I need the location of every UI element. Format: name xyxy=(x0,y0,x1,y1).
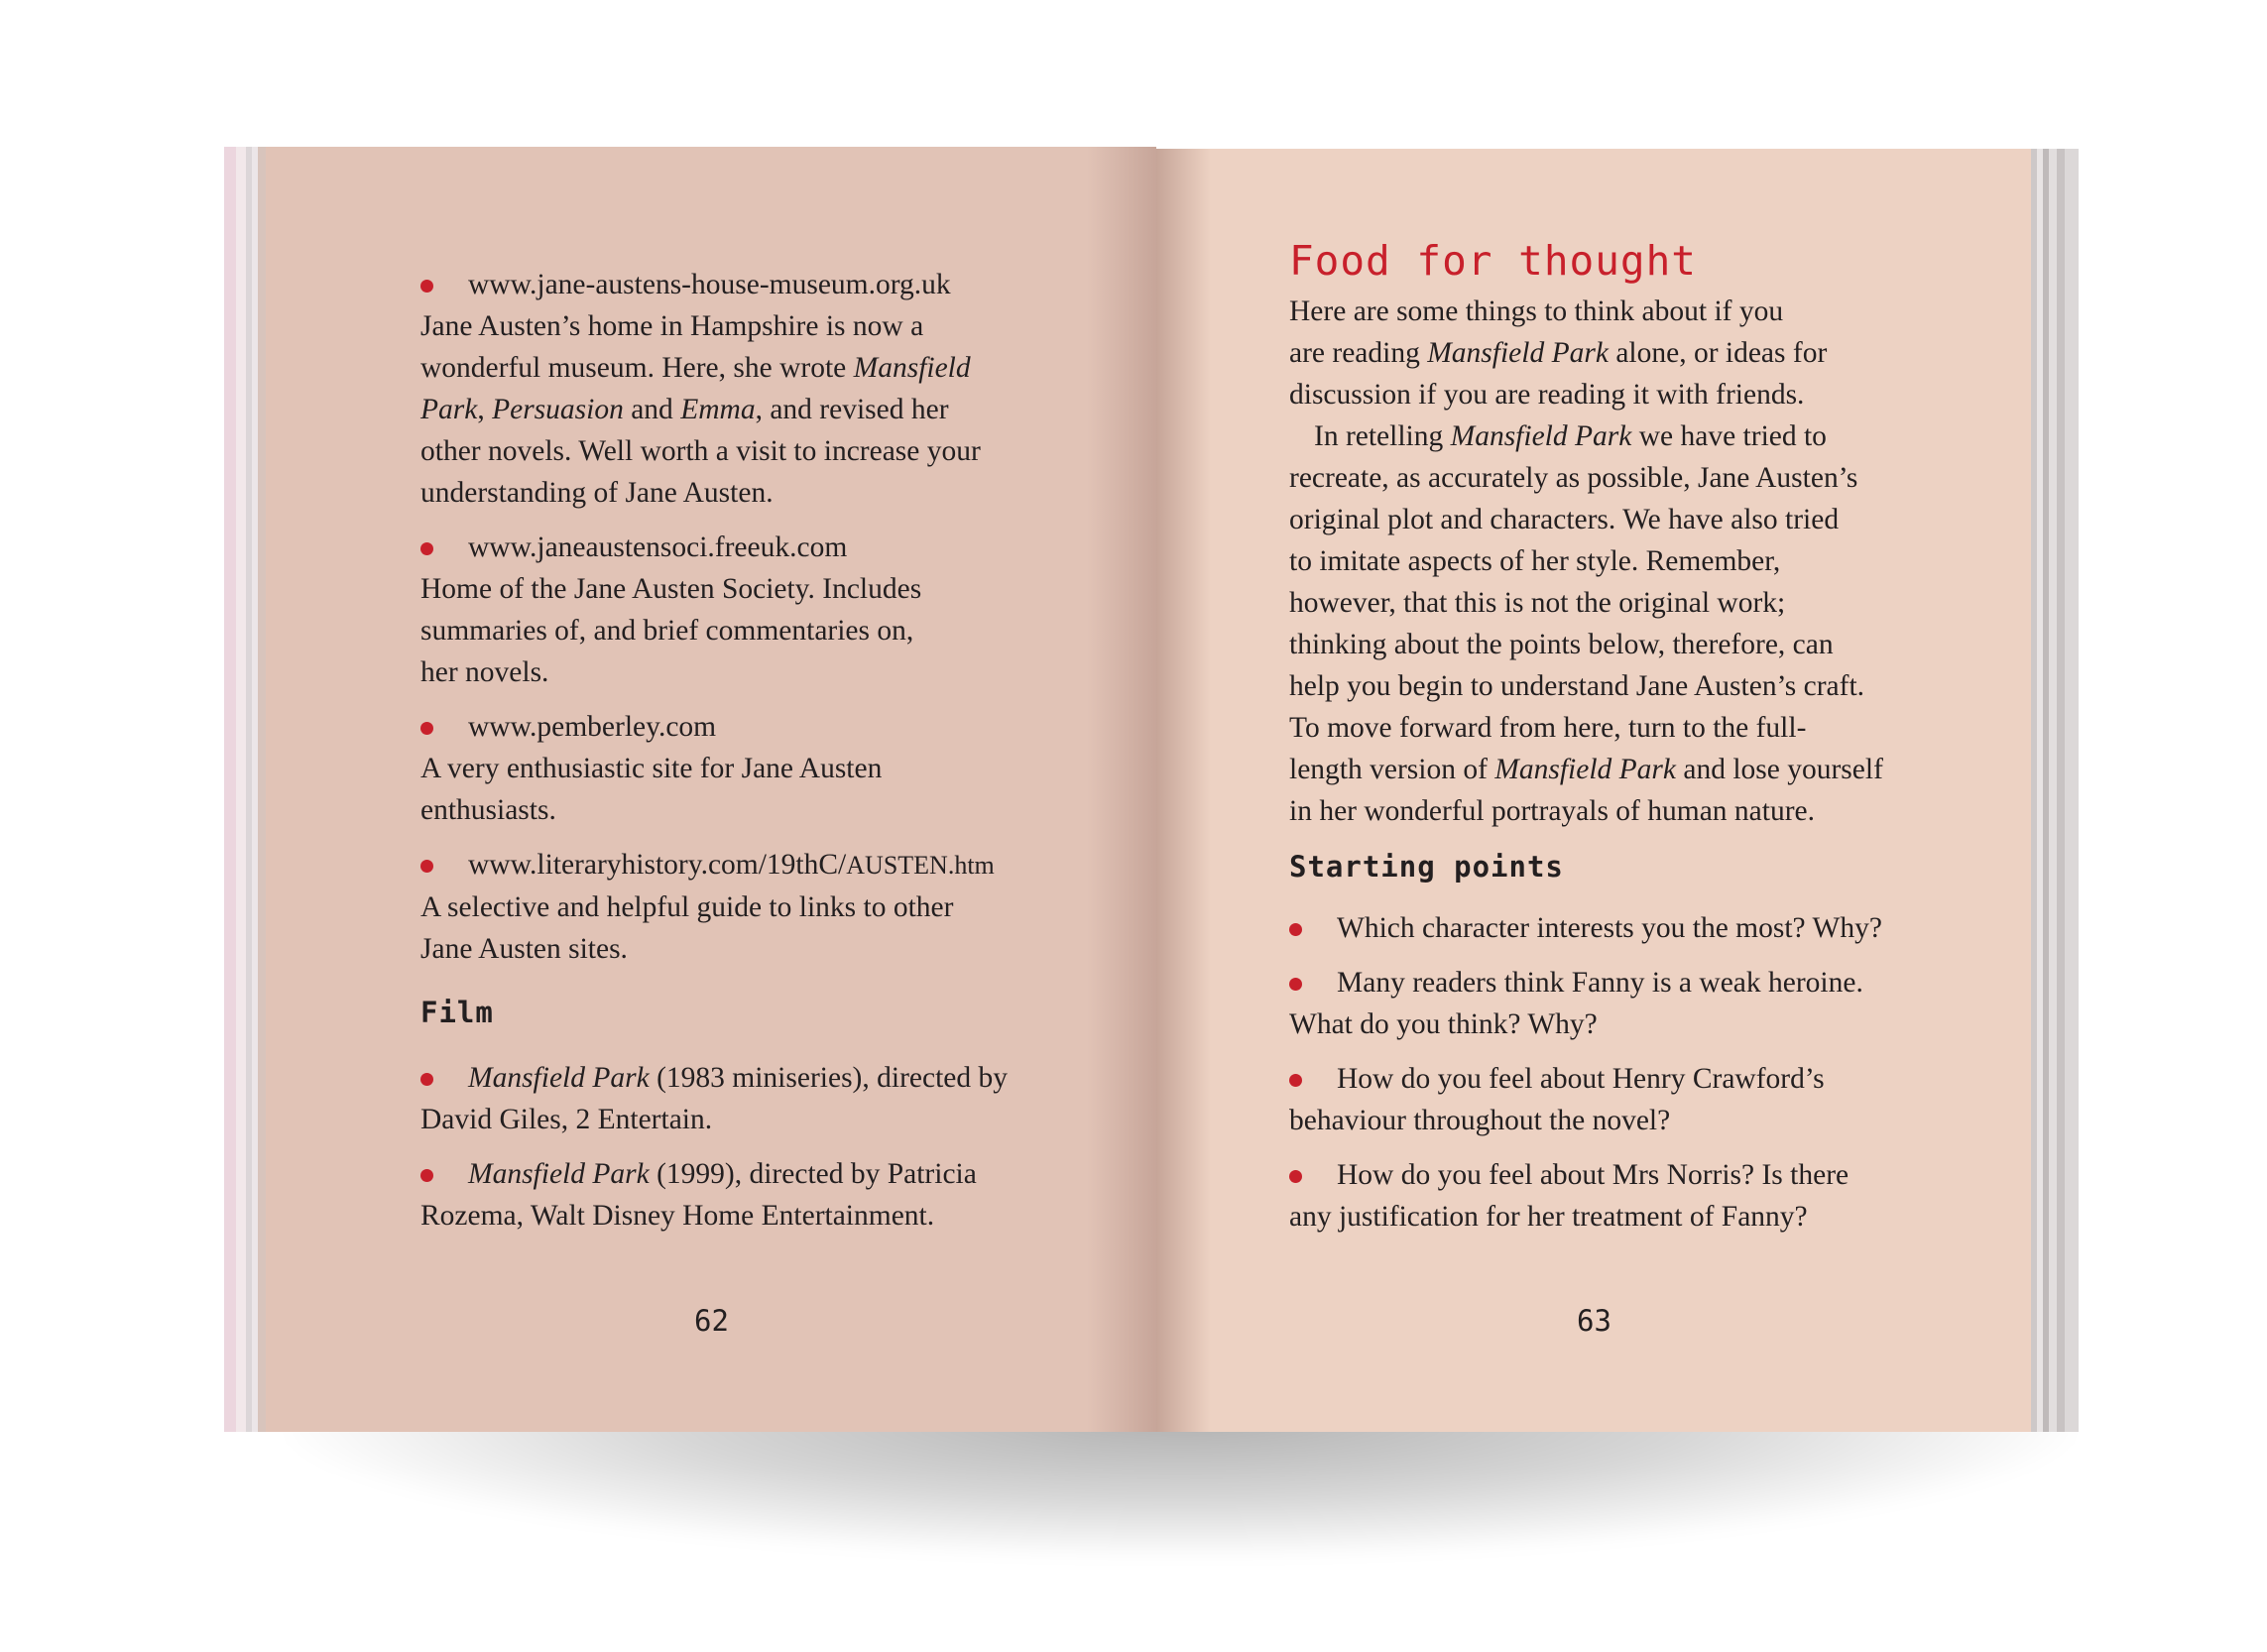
question-line: How do you feel about Henry Crawford’s xyxy=(1337,1063,1825,1095)
question-item xyxy=(1289,962,1924,1045)
body-line: help you begin to understand Jane Austen’s craft. xyxy=(1289,670,1865,702)
website-entry xyxy=(420,264,1035,514)
bullet-icon xyxy=(1289,978,1302,991)
description-line: Park, Persuasion and Emma, and revised her xyxy=(420,394,949,425)
question-item xyxy=(1289,1154,1924,1238)
right-page-content xyxy=(1289,233,1924,1250)
description-line: Jane Austen sites. xyxy=(420,933,628,965)
question-line: How do you feel about Mrs Norris? Is there xyxy=(1337,1159,1849,1191)
left-page-edges xyxy=(224,147,266,1432)
film-line: Rozema, Walt Disney Home Entertainment. xyxy=(420,1200,935,1232)
intro-line: discussion if you are reading it with friends. xyxy=(1289,379,1805,411)
film-line: Mansfield Park (1983 miniseries), directed by xyxy=(468,1062,1008,1094)
film-entry xyxy=(420,1153,1035,1237)
bullet-icon xyxy=(1289,1074,1302,1087)
description-line: her novels. xyxy=(420,656,549,688)
question-line: Which character interests you the most? Why? xyxy=(1337,912,1882,944)
body-line: original plot and characters. We have also tried xyxy=(1289,504,1840,535)
bullet-icon xyxy=(420,722,433,735)
question-item xyxy=(1289,907,1924,949)
body-line: In retelling Mansfield Park we have tried to xyxy=(1314,420,1827,452)
bullet-icon xyxy=(420,1169,433,1182)
website-entry xyxy=(420,706,1035,831)
intro-line: Here are some things to think about if you xyxy=(1289,295,1784,327)
description-line: A selective and helpful guide to links to other xyxy=(420,891,954,923)
description-line: understanding of Jane Austen. xyxy=(420,477,774,509)
body-line: thinking about the points below, therefore, can xyxy=(1289,629,1834,660)
left-gutter-shade xyxy=(1087,147,1156,1432)
page-number-left: 62 xyxy=(694,1304,729,1338)
bullet-icon xyxy=(420,860,433,873)
description-line: wonderful museum. Here, she wrote Mansfield xyxy=(420,352,971,384)
question-line: any justification for her treatment of Fanny? xyxy=(1289,1201,1808,1233)
question-item xyxy=(1289,1058,1924,1141)
starting-points-heading: Starting points xyxy=(1289,850,1564,884)
page-number-right: 63 xyxy=(1577,1304,1611,1338)
body-line: in her wonderful portrayals of human nature. xyxy=(1289,795,1816,827)
bullet-icon xyxy=(1289,923,1302,936)
bullet-icon xyxy=(420,542,433,555)
film-heading: Film xyxy=(420,996,494,1029)
bullet-icon xyxy=(420,280,433,293)
website-url: www.jane-austens-house-museum.org.uk xyxy=(468,269,951,300)
film-line: Mansfield Park (1999), directed by Patricia xyxy=(468,1158,977,1190)
website-entry xyxy=(420,527,1035,693)
body-line: to imitate aspects of her style. Remember, xyxy=(1289,545,1781,577)
body-line: recreate, as accurately as possible, Jane Austen’s xyxy=(1289,462,1858,494)
film-entry xyxy=(420,1057,1035,1140)
website-url: www.pemberley.com xyxy=(468,711,717,743)
description-line: enthusiasts. xyxy=(420,794,556,826)
description-line: summaries of, and brief commentaries on, xyxy=(420,615,914,647)
question-line: Many readers think Fanny is a weak heroine. xyxy=(1337,967,1863,999)
body-line: To move forward from here, turn to the full- xyxy=(1289,712,1807,744)
bullet-icon xyxy=(420,1073,433,1086)
body-line: length version of Mansfield Park and lose yourself xyxy=(1289,754,1883,785)
description-line: A very enthusiastic site for Jane Austen xyxy=(420,753,883,784)
left-page-content xyxy=(420,264,1035,1249)
question-line: What do you think? Why? xyxy=(1289,1008,1598,1040)
description-line: Home of the Jane Austen Society. Includes xyxy=(420,573,922,605)
right-gutter-shade xyxy=(1156,149,1211,1432)
website-entry xyxy=(420,844,1035,970)
website-url: www.janeaustensoci.freeuk.com xyxy=(468,531,848,563)
description-line: other novels. Well worth a visit to increase your xyxy=(420,435,981,467)
right-page-edges xyxy=(2031,149,2079,1432)
intro-line: are reading Mansfield Park alone, or ideas for xyxy=(1289,337,1828,369)
film-line: David Giles, 2 Entertain. xyxy=(420,1104,713,1135)
website-url: www.literaryhistory.com/19thC/AUSTEN.htm xyxy=(468,849,995,881)
question-line: behaviour throughout the novel? xyxy=(1289,1105,1671,1136)
body-line: however, that this is not the original work; xyxy=(1289,587,1786,619)
description-line: Jane Austen’s home in Hampshire is now a xyxy=(420,310,924,342)
bullet-icon xyxy=(1289,1170,1302,1183)
page-title: Food for thought xyxy=(1289,237,1697,285)
